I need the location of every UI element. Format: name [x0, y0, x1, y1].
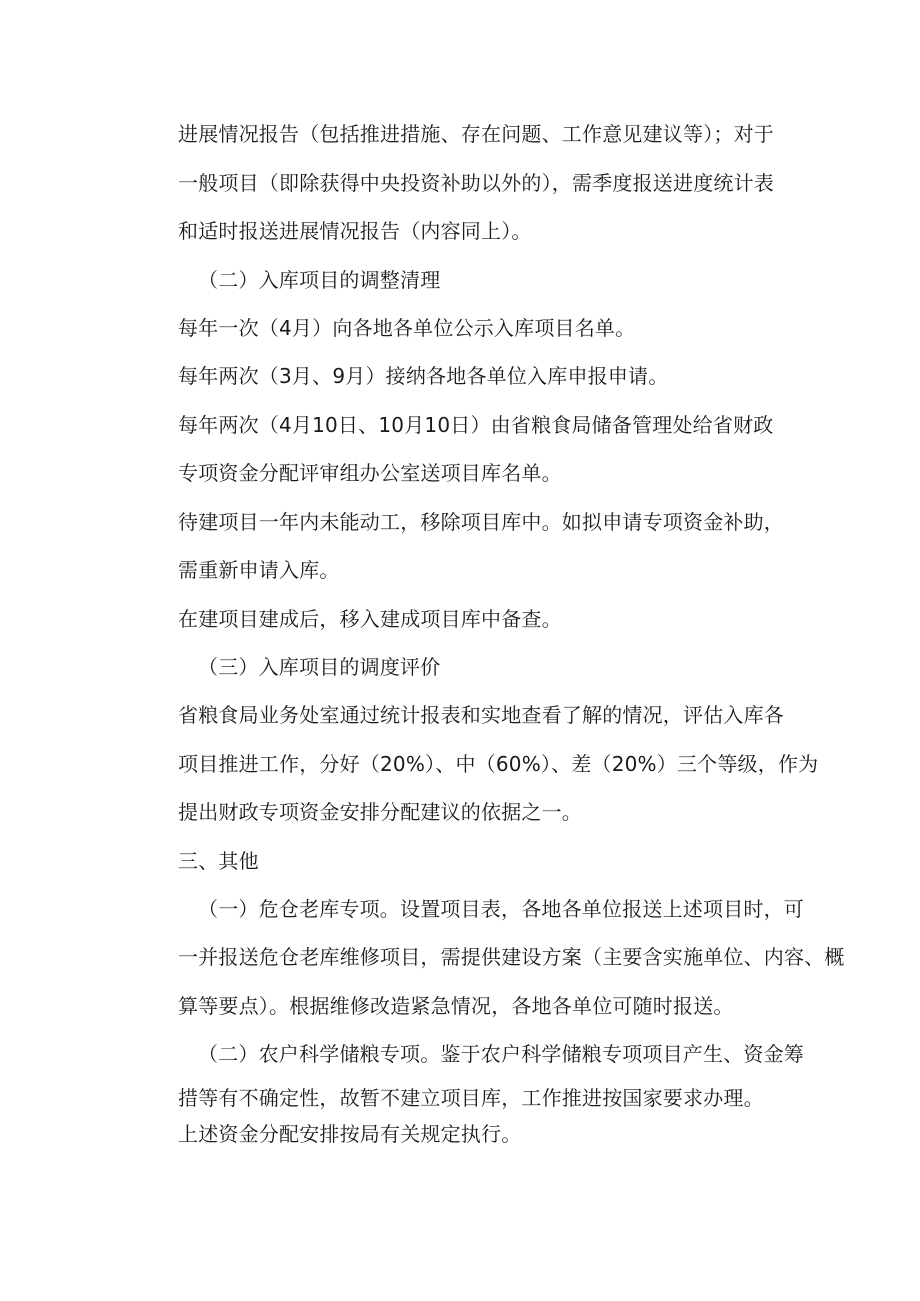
text-line: 每年两次（4月10日、10月10日）由省粮食局储备管理处给省财政	[178, 413, 774, 437]
text-line: （一）危仓老库专项。设置项目表，各地各单位报送上述项目时，可	[198, 897, 804, 921]
text-line: 专项资金分配评审组办公室送项目库名单。	[178, 461, 562, 485]
text-line: 进展情况报告（包括推进措施、存在问题、工作意见建议等）；对于	[178, 122, 774, 146]
text-line: 措等有不确定性，故暂不建立项目库，工作推进按国家要求办理。	[178, 1086, 764, 1110]
text-line: 需重新申请入库。	[178, 558, 340, 582]
text-line: （二）农户科学储粮专项。鉴于农户科学储粮专项项目产生、资金筹	[198, 1042, 804, 1066]
section-heading: （三）入库项目的调度评价	[198, 655, 441, 679]
text-line: 和适时报送进展情况报告（内容同上）。	[178, 219, 532, 243]
text-line: 待建项目一年内未能动工，移除项目库中。如拟申请专项资金补助，	[178, 510, 784, 534]
text-line: 在建项目建成后，移入建成项目库中备查。	[178, 607, 562, 631]
text-line: 上述资金分配安排按局有关规定执行。	[178, 1122, 522, 1146]
text-line: 每年两次（3月、9月）接纳各地各单位入库申报申请。	[178, 364, 669, 388]
text-line: 一并报送危仓老库维修项目，需提供建设方案（主要含实施单位、内容、概	[178, 945, 845, 969]
text-line: 每年一次（4月）向各地各单位公示入库项目名单。	[178, 316, 636, 340]
text-line: 项目推进工作，分好（20%）、中（60%）、差（20%）三个等级，作为	[178, 752, 819, 776]
text-line: 一般项目（即除获得中央投资补助以外的），需季度报送进度统计表	[178, 171, 774, 195]
text-line: 省粮食局业务处室通过统计报表和实地查看了解的情况，评估入库各	[178, 703, 784, 727]
text-line: 算等要点）。根据维修改造紧急情况，各地各单位可随时报送。	[178, 994, 734, 1018]
section-heading: （二）入库项目的调整清理	[198, 268, 441, 292]
section-heading: 三、其他	[178, 849, 259, 873]
text-line: 提出财政专项资金安排分配建议的依据之一。	[178, 800, 582, 824]
